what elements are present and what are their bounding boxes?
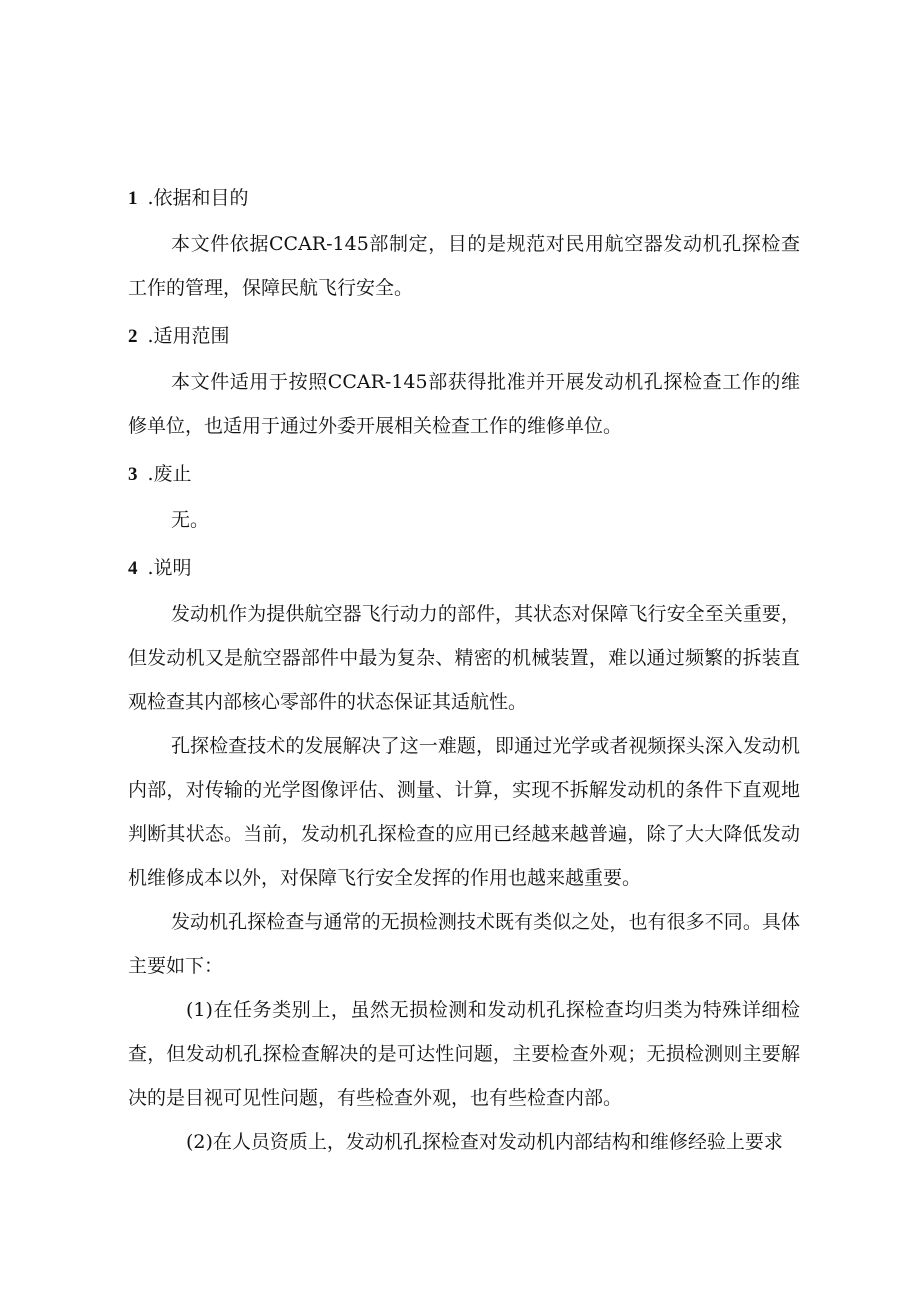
section-title: .适用范围 xyxy=(147,325,230,347)
section-heading-4 xyxy=(128,546,800,590)
section-number: 1 xyxy=(128,188,138,209)
document-body xyxy=(128,176,800,1164)
paragraph: 本文件适用于按照CCAR-145部获得批准并开展发动机孔探检查工作的维修单位，也适用于通过外委开展相关检查工作的维修单位。 xyxy=(128,371,800,437)
section-title: .依据和目的 xyxy=(147,187,249,209)
section-number: 4 xyxy=(128,558,138,579)
section-heading-3 xyxy=(128,452,800,496)
section-heading-1 xyxy=(128,176,800,220)
section-number: 2 xyxy=(128,326,138,347)
paragraph: 发动机孔探检查与通常的无损检测技术既有类似之处，也有很多不同。具体主要如下： xyxy=(128,911,800,977)
section-heading-2 xyxy=(128,314,800,358)
paragraph: 发动机作为提供航空器飞行动力的部件，其状态对保障飞行安全至关重要，但发动机又是航空器部件中最为复杂、精密的机械装置，难以通过频繁的拆装直观检查其内部核心零部件的状态保证其适航性。 xyxy=(128,603,800,713)
paragraph: 孔探检查技术的发展解决了这一难题，即通过光学或者视频探头深入发动机内部，对传输的光学图像评估、测量、计算，实现不拆解发动机的条件下直观地判断其状态。当前，发动机孔探检查的应用已经越来越普遍，除了大大降低发动机维修成本以外，对保障飞行安全发挥的作用也越来越重要。 xyxy=(128,735,800,889)
section-number: 3 xyxy=(128,464,138,485)
list-item: (2)在人员资质上，发动机孔探检查对发动机内部结构和维修经验上要求 xyxy=(186,1131,783,1153)
section-title: .说明 xyxy=(147,557,192,579)
section-title: .废止 xyxy=(147,463,192,485)
list-item: (1)在任务类别上，虽然无损检测和发动机孔探检查均归类为特殊详细检查，但发动机孔探检查解决的是可达性问题，主要检查外观；无损检测则主要解决的是目视可见性问题，有些检查外观，也有些检查内部。 xyxy=(128,999,800,1109)
paragraph: 无。 xyxy=(171,509,210,531)
paragraph: 本文件依据CCAR-145部制定，目的是规范对民用航空器发动机孔探检查工作的管理，保障民航飞行安全。 xyxy=(128,233,800,299)
